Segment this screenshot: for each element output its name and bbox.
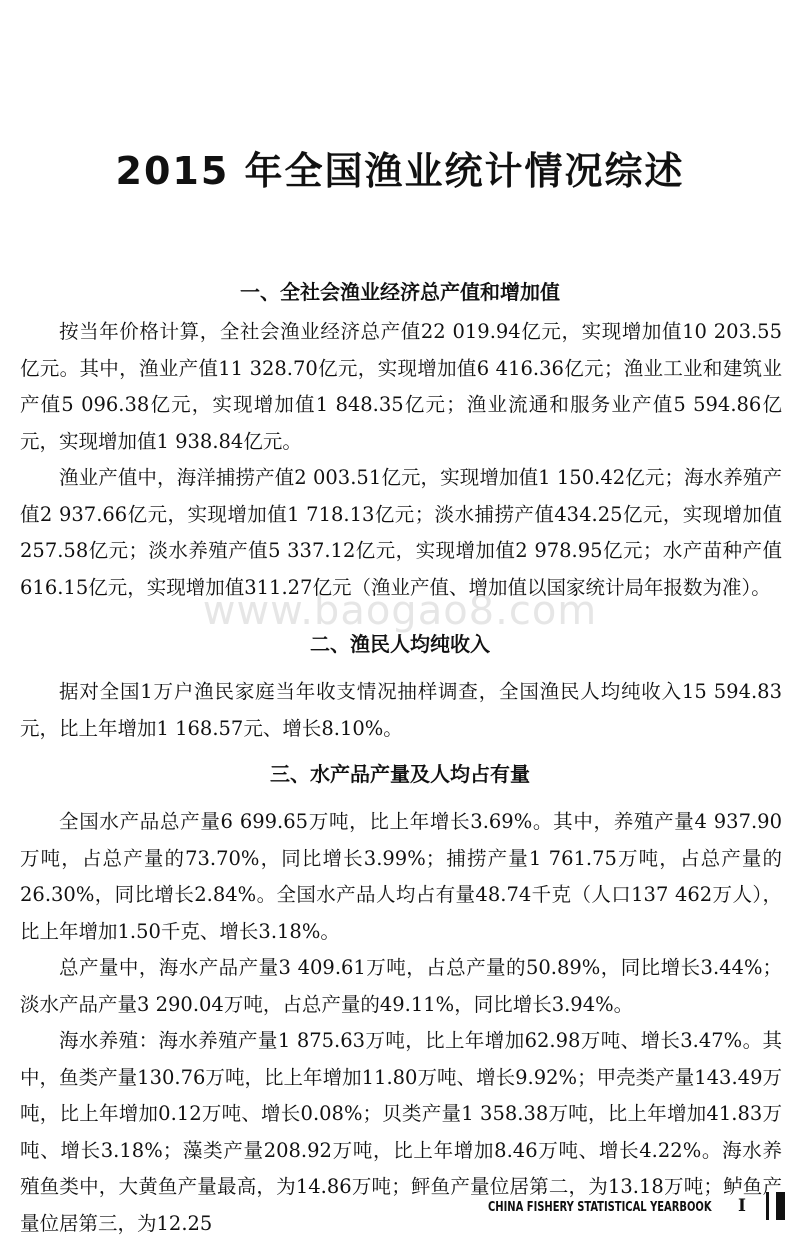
section-heading-3: 三、水产品产量及人均占有量 [270, 762, 530, 786]
page-number: I [738, 1196, 746, 1216]
paragraph: 渔业产值中，海洋捕捞产值2 003.51亿元，实现增加值1 150.42亿元；海水养殖产值2 937.66亿元，实现增加值1 718.13亿元；淡水捕捞产值434.25亿元，实现增加值257.58亿元；淡水养殖产值5 337.12亿元，实现增加值2 978.95亿元；水产苗种产值616.15亿元，实现增加值311.27亿元（渔业产值、增加值以国家统计局年报数为准）。 [20, 466, 782, 599]
paragraph: 据对全国1万户渔民家庭当年收支情况抽样调查，全国渔民人均纯收入15 594.83元，比上年增加1 168.57元、增长8.10%。 [20, 680, 782, 740]
section-heading-2: 二、渔民人均纯收入 [310, 632, 490, 656]
paragraph: 海水养殖：海水养殖产量1 875.63万吨，比上年增加62.98万吨、增长3.47%。其中，鱼类产量130.76万吨，比上年增加11.80万吨、增长9.92%；甲壳类产量143.49万吨，比上年增加0.12万吨、增长0.08%；贝类产量1 358.38万吨，比上年增加41.83万吨、增长3.18%；藻类产量208.92万吨，比上年增加8.46万吨、增长4.22%。海水养殖鱼类中，大黄鱼产量最高，为14.86万吨；鲆鱼产量位居第二，为13.18万吨；鲈鱼产量位居第三，为12.25 [20, 1029, 782, 1235]
paragraph: 总产量中，海水产品产量3 409.61万吨，占总产量的50.89%，同比增长3.44%；淡水产品产量3 290.04万吨，占总产量的49.11%，同比增长3.94%。 [20, 956, 782, 1016]
paragraph: 全国水产品总产量6 699.65万吨，比上年增长3.69%。其中，养殖产量4 937.90万吨，占总产量的73.70%，同比增长3.99%；捕捞产量1 761.75万吨，占总产量的26.30%，同比增长2.84%。全国水产品人均占有量48.74千克（人口137 462万人），比上年增加1.50千克、增长3.18%。 [20, 810, 782, 943]
page-title: 2015 年全国渔业统计情况综述 [115, 149, 685, 193]
paragraph: 按当年价格计算，全社会渔业经济总产值22 019.94亿元，实现增加值10 203.55亿元。其中，渔业产值11 328.70亿元，实现增加值6 416.36亿元；渔业工业和建筑业产值5 096.38亿元，实现增加值1 848.35亿元；渔业流通和服务业产值5 594.86亿元，实现增加值1 938.84亿元。 [20, 320, 782, 453]
running-footer-title: CHINA FISHERY STATISTICAL YEARBOOK [488, 1200, 712, 1215]
watermark: www.baogao8.com [202, 588, 598, 634]
section-heading-1: 一、全社会渔业经济总产值和增加值 [240, 280, 560, 304]
